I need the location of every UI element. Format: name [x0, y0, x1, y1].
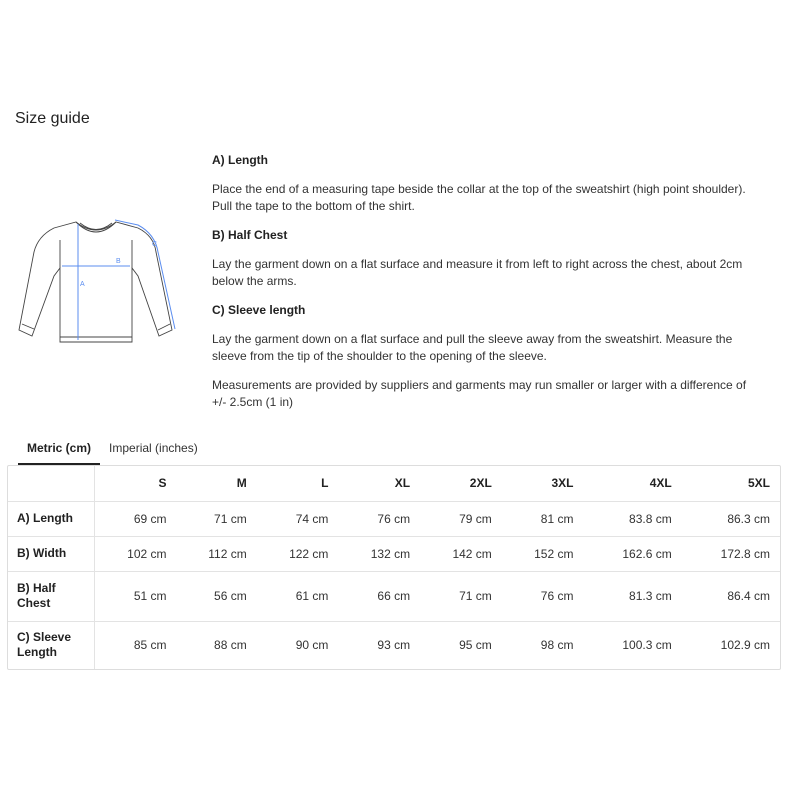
table-header-row [8, 466, 780, 501]
size-header: 4XL [583, 466, 681, 501]
table-cell: 162.6 cm [583, 536, 681, 571]
table-cell: 66 cm [338, 571, 420, 621]
table-cell: 86.4 cm [682, 571, 780, 621]
diagram-label-b: B [116, 258, 121, 265]
table-row [8, 621, 780, 669]
sleeve-length-heading: C) Sleeve length [212, 303, 306, 317]
sweatshirt-measurement-diagram [14, 212, 182, 352]
page-title: Size guide [15, 110, 90, 127]
size-header: 2XL [420, 466, 502, 501]
measurement-instructions [212, 152, 757, 423]
table-row [8, 571, 780, 621]
tab-imperial[interactable]: Imperial (inches) [109, 441, 198, 455]
table-cell: 76 cm [502, 571, 584, 621]
row-label: C) Sleeve Length [8, 621, 94, 669]
table-cell: 93 cm [377, 638, 411, 653]
diagram-label-a: A [80, 281, 85, 288]
row-label: A) Length [8, 501, 94, 536]
size-table [7, 465, 781, 670]
table-cell: 81.3 cm [583, 571, 681, 621]
length-heading: A) Length [212, 153, 268, 167]
sleeve-length-text: Lay the garment down on a flat surface and pull the sleeve away from the sweatshirt. Measure the sleeve from the tip of the shoulder to the opening of the sleeve. [212, 332, 733, 363]
table-cell: 56 cm [177, 571, 257, 621]
table-cell: 61 cm [257, 571, 339, 621]
size-header: M [177, 466, 257, 501]
half-chest-heading: B) Half Chest [212, 228, 288, 242]
table-cell: 152 cm [502, 536, 584, 571]
table-cell: 51 cm [94, 571, 177, 621]
table-cell: 112 cm [177, 536, 257, 571]
table-row [8, 536, 780, 571]
size-header: 5XL [682, 466, 780, 501]
table-cell: 100.3 cm [622, 638, 672, 653]
table-cell: 90 cm [295, 638, 329, 653]
table-cell: 83.8 cm [583, 501, 681, 536]
table-cell: 74 cm [257, 501, 339, 536]
table-corner-cell [8, 466, 94, 501]
diagram-label-c: C [152, 241, 158, 248]
table-cell: 88 cm [214, 638, 247, 653]
table-cell: 98 cm [540, 638, 574, 653]
table-row [8, 501, 780, 536]
table-cell: 172.8 cm [682, 536, 780, 571]
table-cell: 76 cm [338, 501, 420, 536]
row-label: B) Half Chest [8, 571, 94, 621]
table-cell: 86.3 cm [682, 501, 780, 536]
table-cell: 122 cm [257, 536, 339, 571]
size-header: L [257, 466, 339, 501]
table-cell: 69 cm [94, 501, 177, 536]
table-cell: 132 cm [338, 536, 420, 571]
unit-tabs [18, 434, 207, 466]
size-header: XL [338, 466, 420, 501]
size-header: S [94, 466, 177, 501]
table-cell: 85 cm [133, 638, 167, 653]
measurement-note: Measurements are provided by suppliers and garments may run smaller or larger with a difference of +/- 2.5cm (1 in) [212, 378, 747, 409]
length-text: Place the end of a measuring tape beside the collar at the top of the sweatshirt (high point shoulder). Pull the tape to the bottom of the shirt. [212, 182, 746, 213]
half-chest-text: Lay the garment down on a flat surface and measure it from left to right across the chest, about 2cm below the arms. [212, 257, 743, 288]
table-cell: 79 cm [420, 501, 502, 536]
row-label: B) Width [8, 536, 94, 571]
table-cell: 102 cm [94, 536, 177, 571]
table-cell: 81 cm [502, 501, 584, 536]
table-cell: 142 cm [420, 536, 502, 571]
table-cell: 71 cm [177, 501, 257, 536]
table-cell: 102.9 cm [720, 638, 770, 653]
size-header: 3XL [502, 466, 584, 501]
table-cell: 71 cm [420, 571, 502, 621]
table-cell: 95 cm [459, 638, 492, 653]
tab-metric[interactable]: Metric (cm) [18, 434, 100, 465]
